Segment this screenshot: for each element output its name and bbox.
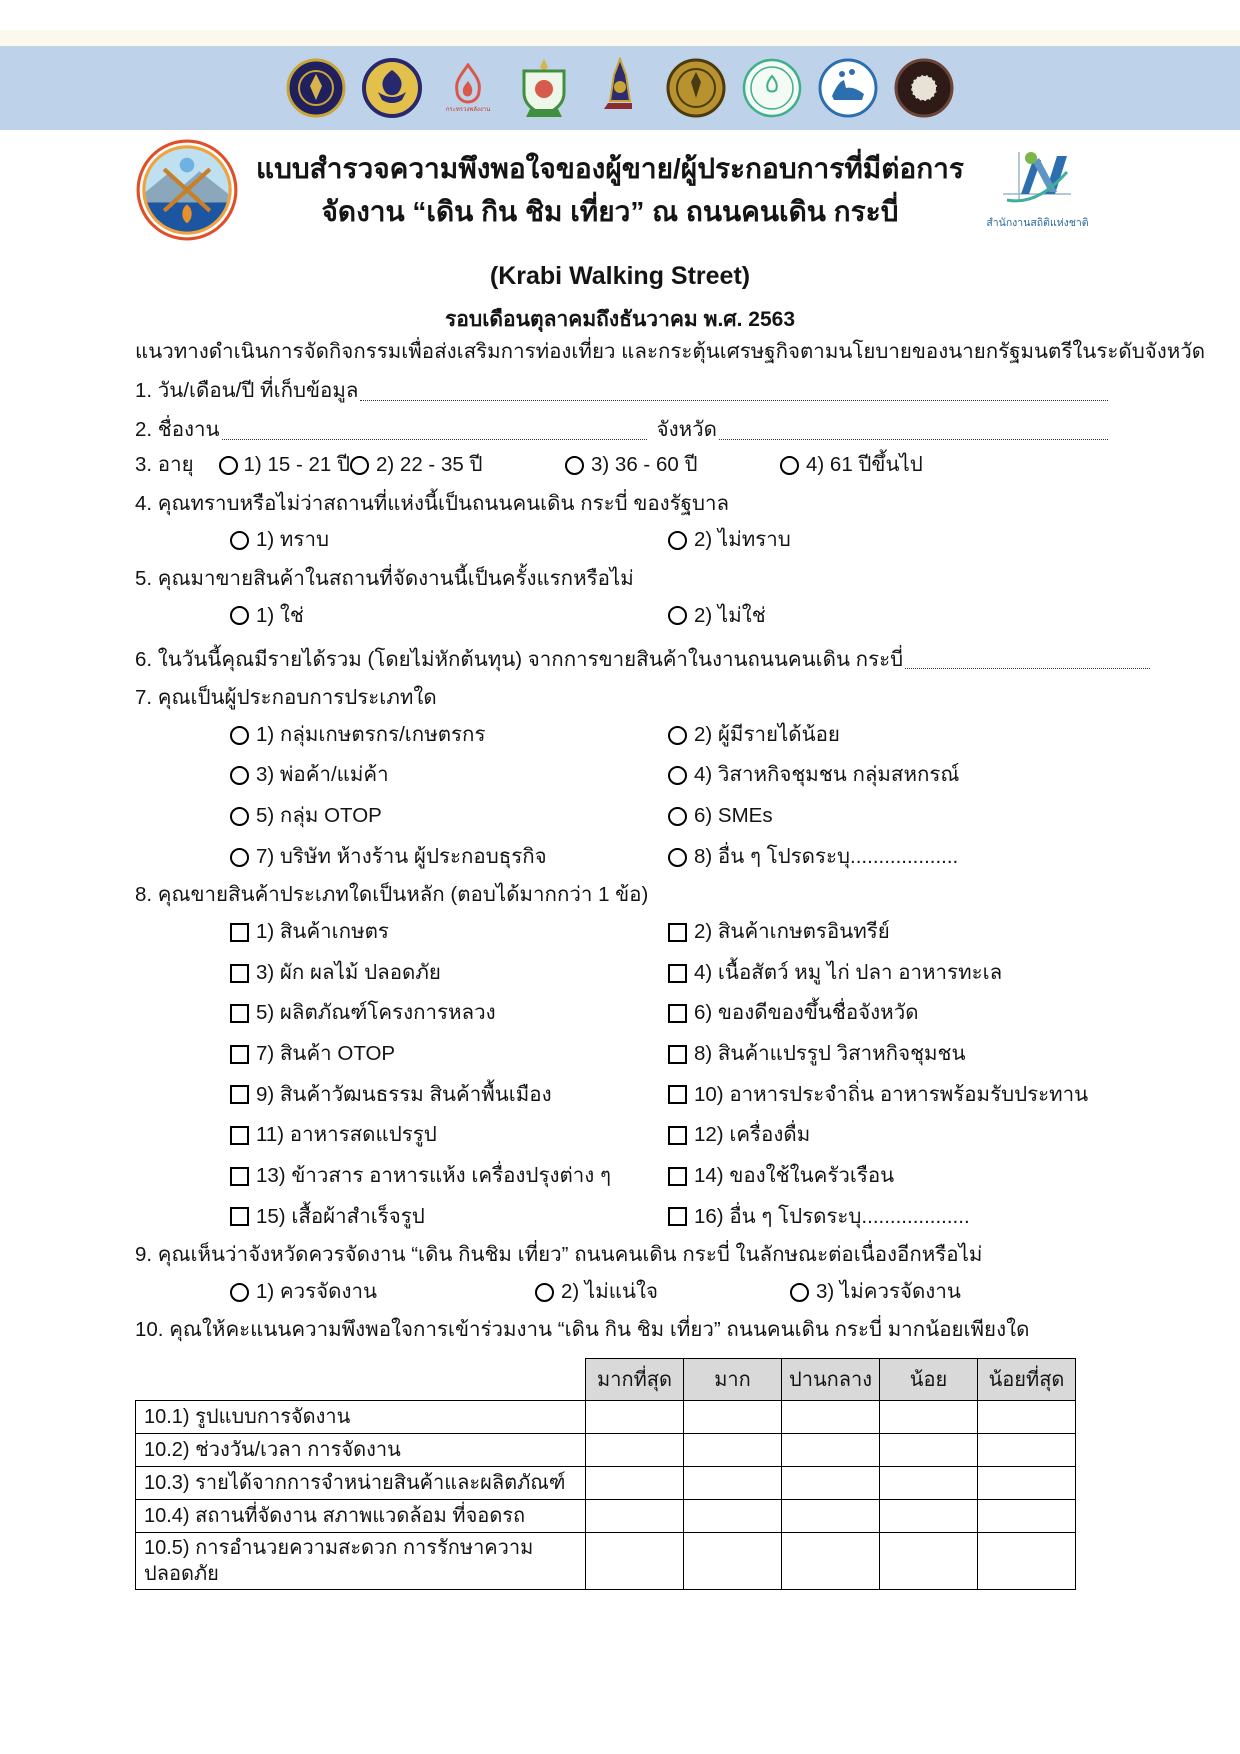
q7-option-5-label: 5) กลุ่ม OTOP bbox=[256, 804, 382, 828]
form-title-line2: จัดงาน “เดิน กิน ชิม เที่ยว” ณ ถนนคนเดิน กระบี่ bbox=[321, 196, 899, 227]
q5-option-2-label: 2) ไม่ใช่ bbox=[694, 603, 766, 627]
q9-option-2-label: 2) ไม่แน่ใจ bbox=[561, 1279, 658, 1303]
table-row bbox=[136, 1401, 1076, 1434]
q8-option-16-label: 16) อื่น ๆ โปรดระบุ................... bbox=[694, 1204, 970, 1228]
row-2-label: 10.2) ช่วงวัน/เวลา การจัดงาน bbox=[136, 1434, 586, 1467]
question-9 bbox=[135, 1242, 1110, 1305]
q3-option-2-label: 2) 22 - 35 ปี bbox=[376, 453, 483, 476]
row-1-col-5-cell[interactable] bbox=[978, 1401, 1076, 1434]
row-5-label: 10.5) การอำนวยความสะดวก การรักษาความปลอดภัย bbox=[136, 1533, 586, 1590]
q8-option-10-checkbox[interactable] bbox=[668, 1085, 687, 1104]
gold-mandala-seal-icon bbox=[666, 58, 726, 118]
question-7 bbox=[135, 685, 1110, 870]
table-row bbox=[136, 1500, 1076, 1533]
q8-option-3-checkbox[interactable] bbox=[230, 964, 249, 983]
royal-navy-gold-seal-icon bbox=[286, 58, 346, 118]
q7-option-2-radio[interactable] bbox=[668, 726, 687, 745]
q9-option-2-radio[interactable] bbox=[535, 1283, 554, 1302]
q3-option-4-radio[interactable] bbox=[780, 456, 799, 475]
tourism-authority-blue-seal-icon bbox=[818, 58, 878, 118]
question-5-label: 5. คุณมาขายสินค้าในสถานที่จัดงานนี้เป็นครั้งแรกหรือไม่ bbox=[135, 566, 634, 590]
q5-option-2-radio[interactable] bbox=[668, 606, 687, 625]
row-2-col-1-cell[interactable] bbox=[586, 1434, 684, 1467]
table-header-blank bbox=[136, 1359, 586, 1401]
row-1-col-2-cell[interactable] bbox=[684, 1401, 782, 1434]
row-1-label: 10.1) รูปแบบการจัดงาน bbox=[136, 1401, 586, 1434]
col-header-least: น้อยที่สุด bbox=[978, 1359, 1076, 1401]
q6-income-blank[interactable] bbox=[905, 667, 1150, 669]
q9-option-1-radio[interactable] bbox=[230, 1283, 249, 1302]
row-3-col-2-cell[interactable] bbox=[684, 1467, 782, 1500]
survey-period: รอบเดือนตุลาคมถึงธันวาคม พ.ศ. 2563 bbox=[444, 308, 796, 331]
q8-option-4-checkbox[interactable] bbox=[668, 964, 687, 983]
q8-option-16-checkbox[interactable] bbox=[668, 1207, 687, 1226]
table-row bbox=[136, 1434, 1076, 1467]
agency-logo-banner bbox=[0, 46, 1240, 130]
col-header-most: มากที่สุด bbox=[586, 1359, 684, 1401]
question-6-label: 6. ในวันนี้คุณมีรายได้รวม (โดยไม่หักต้นทุน) จากการขายสินค้าในงานถนนคนเดิน กระบี่ bbox=[135, 647, 904, 671]
row-1-col-4-cell[interactable] bbox=[880, 1401, 978, 1434]
row-5-col-5-cell[interactable] bbox=[978, 1533, 1076, 1590]
q7-option-3-label: 3) พ่อค้า/แม่ค้า bbox=[256, 763, 389, 787]
question-3-label: 3. อายุ bbox=[135, 453, 194, 476]
q5-option-1-radio[interactable] bbox=[230, 606, 249, 625]
row-1-col-1-cell[interactable] bbox=[586, 1401, 684, 1434]
row-5-col-4-cell[interactable] bbox=[880, 1533, 978, 1590]
q8-option-8-checkbox[interactable] bbox=[668, 1045, 687, 1064]
row-2-col-4-cell[interactable] bbox=[880, 1434, 978, 1467]
navy-spire-emblem-icon bbox=[590, 58, 650, 118]
q8-option-10-label: 10) อาหารประจำถิ่น อาหารพร้อมรับประทาน bbox=[694, 1082, 1089, 1106]
row-4-label: 10.4) สถานที่จัดงาน สภาพแวดล้อม ที่จอดรถ bbox=[136, 1500, 586, 1533]
q7-option-8-label: 8) อื่น ๆ โปรดระบุ................... bbox=[694, 844, 959, 868]
row-5-col-1-cell[interactable] bbox=[586, 1533, 684, 1590]
krabi-province-seal-icon bbox=[135, 138, 239, 242]
q2-event-name-blank[interactable] bbox=[222, 438, 647, 440]
question-2-label2: จังหวัด bbox=[656, 418, 717, 442]
q8-option-15-checkbox[interactable] bbox=[230, 1207, 249, 1226]
q3-option-1-radio[interactable] bbox=[219, 456, 238, 475]
q8-option-14-label: 14) ของใช้ในครัวเรือน bbox=[694, 1163, 895, 1187]
q8-option-5-label: 5) ผลิตภัณฑ์โครงการหลวง bbox=[256, 1001, 496, 1025]
q8-option-5-checkbox[interactable] bbox=[230, 1004, 249, 1023]
q2-province-blank[interactable] bbox=[719, 438, 1108, 440]
q4-option-1-radio[interactable] bbox=[230, 531, 249, 550]
row-5-col-3-cell[interactable] bbox=[782, 1533, 880, 1590]
q8-option-6-checkbox[interactable] bbox=[668, 1004, 687, 1023]
q4-option-2-label: 2) ไม่ทราบ bbox=[694, 528, 791, 552]
row-2-col-3-cell[interactable] bbox=[782, 1434, 880, 1467]
q7-option-4-label: 4) วิสาหกิจชุมชน กลุ่มสหกรณ์ bbox=[694, 763, 960, 787]
garuda-gold-seal-icon bbox=[362, 58, 422, 118]
question-3 bbox=[135, 452, 1110, 479]
row-4-col-2-cell[interactable] bbox=[684, 1500, 782, 1533]
q8-option-3-label: 3) ผัก ผลไม้ ปลอดภัย bbox=[256, 960, 441, 984]
q8-option-1-label: 1) สินค้าเกษตร bbox=[256, 920, 389, 944]
q8-option-12-checkbox[interactable] bbox=[668, 1126, 687, 1145]
table-row bbox=[136, 1533, 1076, 1590]
q8-option-13-checkbox[interactable] bbox=[230, 1167, 249, 1186]
satisfaction-table bbox=[135, 1358, 1076, 1590]
row-4-col-4-cell[interactable] bbox=[880, 1500, 978, 1533]
q8-option-6-label: 6) ของดีของขึ้นชื่อจังหวัด bbox=[694, 1001, 919, 1025]
q8-option-1-checkbox[interactable] bbox=[230, 923, 249, 942]
energy-ministry-caption: กระทรวงพลังงาน bbox=[445, 107, 491, 113]
q8-option-11-checkbox[interactable] bbox=[230, 1126, 249, 1145]
q7-option-4-radio[interactable] bbox=[668, 766, 687, 785]
question-4-label: 4. คุณทราบหรือไม่ว่าสถานที่แห่งนี้เป็นถนนคนเดิน กระบี่ ของรัฐบาล bbox=[135, 491, 730, 515]
nso-logo bbox=[970, 150, 1105, 231]
row-3-col-5-cell[interactable] bbox=[978, 1467, 1076, 1500]
q7-option-2-label: 2) ผู้มีรายได้น้อย bbox=[694, 722, 840, 746]
q8-option-11-label: 11) อาหารสดแปรรูป bbox=[256, 1123, 437, 1147]
row-4-col-3-cell[interactable] bbox=[782, 1500, 880, 1533]
ministry-of-energy-flame-icon bbox=[438, 56, 498, 120]
q7-option-7-radio[interactable] bbox=[230, 848, 249, 867]
col-header-medium: ปานกลาง bbox=[782, 1359, 880, 1401]
question-4 bbox=[135, 491, 1110, 554]
table-row bbox=[136, 1467, 1076, 1500]
row-1-col-3-cell[interactable] bbox=[782, 1401, 880, 1434]
row-3-label: 10.3) รายได้จากการจำหน่ายสินค้าและผลิตภัณฑ์ bbox=[136, 1467, 586, 1500]
row-3-col-1-cell[interactable] bbox=[586, 1467, 684, 1500]
q3-option-4-label: 4) 61 ปีขึ้นไป bbox=[806, 453, 923, 476]
q7-option-3-radio[interactable] bbox=[230, 766, 249, 785]
question-10-label: 10. คุณให้คะแนนความพึงพอใจการเข้าร่วมงาน “เดิน กิน ชิม เที่ยว” ถนนคนเดิน กระบี่ มากน้อยเพียงใด bbox=[135, 1318, 1030, 1342]
form-subtitle: (Krabi Walking Street) bbox=[489, 262, 751, 290]
q7-option-1-label: 1) กลุ่มเกษตรกร/เกษตรกร bbox=[256, 722, 486, 746]
q8-option-12-label: 12) เครื่องดื่ม bbox=[694, 1123, 811, 1147]
row-5-col-2-cell[interactable] bbox=[684, 1533, 782, 1590]
question-10 bbox=[135, 1317, 1110, 1590]
green-crest-seal-icon bbox=[514, 58, 574, 118]
q3-option-1-label: 1) 15 - 21 ปี bbox=[243, 453, 350, 476]
question-5 bbox=[135, 566, 1110, 629]
col-header-little: น้อย bbox=[880, 1359, 978, 1401]
q1-fill-blank[interactable] bbox=[360, 399, 1108, 401]
dark-mandala-seal-icon bbox=[894, 58, 954, 118]
form-title-line1: แบบสำรวจความพึงพอใจของผู้ขาย/ผู้ประกอบการที่มีต่อการ bbox=[256, 152, 964, 184]
q7-option-1-radio[interactable] bbox=[230, 726, 249, 745]
nso-caption: สำนักงานสถิติแห่งชาติ bbox=[986, 216, 1089, 229]
q9-option-3-label: 3) ไม่ควรจัดงาน bbox=[816, 1279, 961, 1303]
q8-option-2-checkbox[interactable] bbox=[668, 923, 687, 942]
q8-option-2-label: 2) สินค้าเกษตรอินทรีย์ bbox=[694, 920, 890, 944]
q5-option-1-label: 1) ใช่ bbox=[256, 603, 304, 627]
q3-option-3-label: 3) 36 - 60 ปี bbox=[591, 453, 698, 476]
q7-option-6-radio[interactable] bbox=[668, 807, 687, 826]
q7-option-7-label: 7) บริษัท ห้างร้าน ผู้ประกอบธุรกิจ bbox=[256, 844, 547, 868]
q4-option-2-radio[interactable] bbox=[668, 531, 687, 550]
nso-n-icon bbox=[1001, 150, 1075, 212]
row-3-col-3-cell[interactable] bbox=[782, 1467, 880, 1500]
q8-option-9-checkbox[interactable] bbox=[230, 1085, 249, 1104]
q9-option-3-radio[interactable] bbox=[790, 1283, 809, 1302]
row-2-col-5-cell[interactable] bbox=[978, 1434, 1076, 1467]
q3-option-3-radio[interactable] bbox=[565, 456, 584, 475]
row-4-col-1-cell[interactable] bbox=[586, 1500, 684, 1533]
q8-option-4-label: 4) เนื้อสัตว์ หมู ไก่ ปลา อาหารทะเล bbox=[694, 960, 1003, 984]
intro-text: แนวทางดำเนินการจัดกิจกรรมเพื่อส่งเสริมการท่องเที่ยว และกระตุ้นเศรษฐกิจตามนโยบายของนายกรัฐมนตรีในระดับจังหวัด bbox=[135, 340, 1206, 364]
q8-option-14-checkbox[interactable] bbox=[668, 1167, 687, 1186]
q4-option-1-label: 1) ทราบ bbox=[256, 528, 329, 552]
q7-option-6-label: 6) SMEs bbox=[694, 804, 773, 828]
table-header-row bbox=[136, 1359, 1076, 1401]
green-outline-seal-icon bbox=[742, 58, 802, 118]
title-block bbox=[135, 138, 1105, 242]
q9-option-1-label: 1) ควรจัดงาน bbox=[256, 1279, 378, 1303]
row-2-col-2-cell[interactable] bbox=[684, 1434, 782, 1467]
q8-option-7-checkbox[interactable] bbox=[230, 1045, 249, 1064]
question-7-label: 7. คุณเป็นผู้ประกอบการประเภทใด bbox=[135, 686, 437, 710]
q8-option-7-label: 7) สินค้า OTOP bbox=[256, 1041, 396, 1065]
question-2 bbox=[135, 414, 1110, 444]
question-2-label: 2. ชื่องาน bbox=[135, 418, 220, 442]
row-4-col-5-cell[interactable] bbox=[978, 1500, 1076, 1533]
q3-option-2-radio[interactable] bbox=[350, 456, 369, 475]
row-3-col-4-cell[interactable] bbox=[880, 1467, 978, 1500]
q8-option-9-label: 9) สินค้าวัฒนธรรม สินค้าพื้นเมือง bbox=[256, 1082, 552, 1106]
question-8-label: 8. คุณขายสินค้าประเภทใดเป็นหลัก (ตอบได้มากกว่า 1 ข้อ) bbox=[135, 883, 649, 907]
q7-option-8-radio[interactable] bbox=[668, 848, 687, 867]
q7-option-5-radio[interactable] bbox=[230, 807, 249, 826]
q8-option-15-label: 15) เสื้อผ้าสำเร็จรูป bbox=[256, 1204, 425, 1228]
question-1-label: 1. วัน/เดือน/ปี ที่เก็บข้อมูล bbox=[135, 379, 359, 403]
q8-option-8-label: 8) สินค้าแปรรูป วิสาหกิจชุมชน bbox=[694, 1041, 966, 1065]
form-body bbox=[135, 336, 1206, 1590]
q8-option-13-label: 13) ข้าวสาร อาหารแห้ง เครื่องปรุงต่าง ๆ bbox=[256, 1163, 612, 1187]
cream-strip bbox=[0, 30, 1240, 46]
question-6 bbox=[135, 643, 1110, 673]
question-1 bbox=[135, 375, 1110, 405]
col-header-much: มาก bbox=[684, 1359, 782, 1401]
question-9-label: 9. คุณเห็นว่าจังหวัดควรจัดงาน “เดิน กินชิม เที่ยว” ถนนคนเดิน กระบี่ ในลักษณะต่อเนื่องอีกหรือไม่ bbox=[135, 1243, 983, 1267]
question-8 bbox=[135, 882, 1110, 1230]
